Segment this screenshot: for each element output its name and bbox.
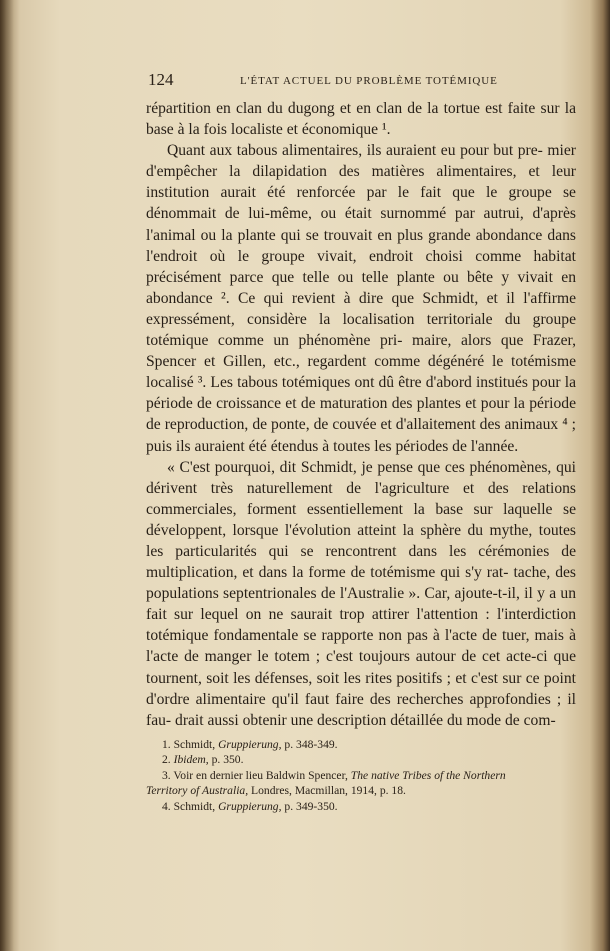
text-line: ajoute-t-il, il y a un fait sur lequel on ne saurait trop attirer (146, 585, 577, 624)
footnote-rest: Londres, Macmillan, 1914, p. 18. (251, 784, 406, 798)
footnote-number: 1. (162, 738, 171, 751)
spine-shadow (0, 0, 14, 951)
text-line: commerciales, forment essentiellement la base sur laquelle se (146, 500, 576, 518)
text-line: alimentaire qu'il faut faire des recherches approfondies ; il fau- (146, 690, 576, 729)
footnote-title: Territory of Australia, (146, 784, 249, 798)
footnote-author: Schmidt, (173, 799, 216, 813)
paragraph-2 (146, 140, 576, 456)
footnote-title: Gruppierung, (218, 799, 282, 813)
text-line: « C'est pourquoi, dit Schmidt, je pense que ces phénomènes, (167, 458, 552, 476)
text-line: comme dégénéré le totémisme localisé ³. Les tabous totémiques (146, 353, 576, 392)
text-line: ou bête y vivait en abondance ². Ce qui revient à dire que (146, 268, 576, 307)
footnote-4 (146, 799, 576, 814)
body-text (146, 98, 576, 731)
footnote-3 (146, 768, 576, 783)
text-line: de maturation des plantes et pour la période de reproduction, (146, 395, 576, 434)
text-line: sur la base à la fois localiste et économique ¹. (146, 100, 576, 139)
text-line: tache, des populations septentrionales de l'Australie ». Car, (146, 564, 576, 603)
footnote-number: 4. (162, 799, 171, 813)
footnote-author: Voir en dernier lieu Baldwin Spencer, (173, 768, 348, 782)
footnote-title: The native Tribes of the Northern (350, 768, 506, 782)
text-line: comme habitat précisément parce que telle ou telle plante (146, 247, 576, 286)
text-line: répartition en clan du dugong et en clan de la tortue est faite (146, 100, 536, 117)
text-line: Quant aux tabous alimentaires, ils auraient eu pour but pre- (167, 142, 543, 160)
footnote-number: 3. (162, 768, 171, 782)
text-line: leur institution aurait été renforcée par le fait que le groupe (146, 163, 576, 202)
text-line: mier d'empêcher la dilapidation des matières alimentaires, et (146, 142, 576, 181)
text-line: de ponte, de couvée et d'allaitement des animaux ⁴ ; puis ils (146, 416, 576, 455)
footnote-number: 2. (162, 753, 171, 767)
paragraph-1 (146, 98, 576, 140)
text-line: abondance dans l'endroit où le groupe vivait, endroit choisi (146, 226, 576, 265)
text-line: se dénommait de lui-même, ou était surnommé par autrui, (146, 184, 576, 223)
footnotes (146, 737, 576, 814)
text-line: territoriale du groupe totémique comme un phénomène pri- (146, 310, 576, 350)
text-line: qui dérivent très naturellement de l'agriculture et des relations (146, 458, 576, 497)
text-line: de multiplication, et dans la forme de totémisme qui s'y rat- (146, 542, 576, 582)
page-number: 124 (148, 70, 174, 89)
text-line: développent, lorsque l'évolution atteint la sphère du mythe, (146, 521, 533, 539)
footnote-title: Gruppierung, (218, 738, 282, 751)
running-head: L'ÉTAT ACTUEL DU PROBLÈME TOTÉMIQUE (240, 75, 498, 87)
text-line: drait aussi obtenir une description détaillée du mode de com- (175, 711, 556, 729)
text-line: maire, alors que Frazer, Spencer et Gillen, etc., regardent (146, 332, 577, 371)
footnote-title: Ibidem, (173, 753, 209, 767)
text-line: Schmidt, et il l'affirme expressément, considère la localisation (146, 289, 576, 328)
text-line: défenses, soit les rites positifs ; et c'est sur ce point d'ordre (146, 669, 576, 708)
text-line: d'après l'animal ou la plante qui se trouvait en plus grande (146, 205, 576, 244)
footnote-rest: p. 348-349. (284, 738, 338, 751)
text-line: c'est toujours autour de cet acte-ci que tournent, soit les (146, 648, 576, 687)
footnote-1 (146, 737, 576, 752)
footnote-rest: p. 349-350. (284, 799, 338, 813)
footnote-3-continued (146, 783, 576, 798)
footnote-rest: p. 350. (211, 753, 244, 767)
footnote-2 (146, 752, 576, 767)
paragraph-3 (146, 457, 576, 731)
text-line: toutes les particularités qui se rencontrent dans les cérémonies (146, 521, 576, 560)
text-line: l'attention : l'interdiction totémique fondamentale se rapporte (146, 606, 576, 645)
page-header (148, 70, 588, 94)
text-line: ont dû être d'abord institués pour la période de croissance et (146, 374, 576, 413)
text-line: non pas à l'acte de tuer, mais à l'acte de manger le totem ; (146, 627, 577, 666)
text-line: auraient été étendus à toutes les périodes de l'année. (194, 437, 519, 455)
footnote-author: Schmidt, (173, 738, 216, 751)
